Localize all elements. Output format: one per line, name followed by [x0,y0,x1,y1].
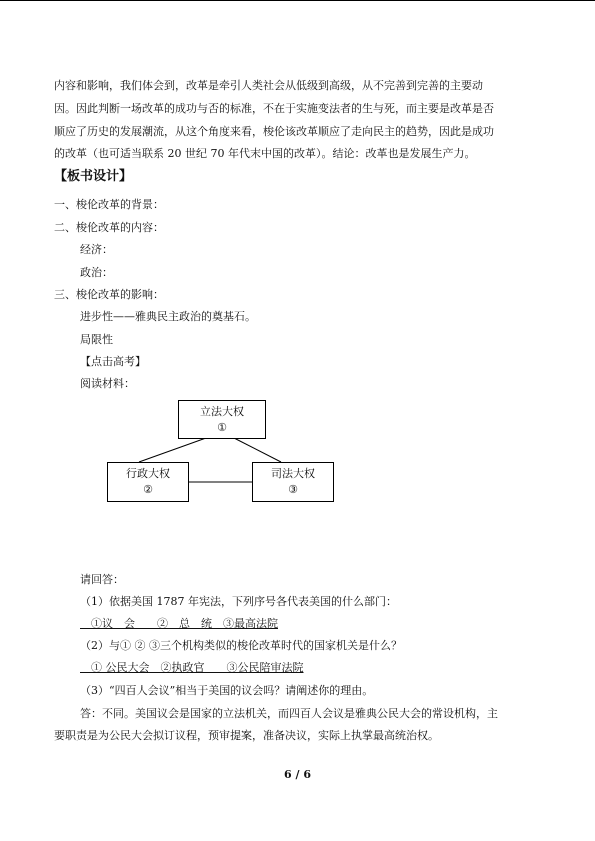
intro-line-1: 内容和影响，我们体会到，改革是牵引人类社会从低级到高级，从不完善到完善的主要动 [54,79,483,92]
design-heading: 【板书设计】 [54,169,133,184]
question-1: （1）依据美国 1787 年宪法，下列序号各代表美国的什么部门： [80,595,397,608]
exam-heading: 【点击高考】 [80,355,146,368]
design-item-2: 二、梭伦改革的内容： [54,221,164,234]
executive-label: 行政大权 [126,467,170,480]
design-item-2b: 政治： [80,266,113,279]
design-item-3a: 进步性——雅典民主政治的奠基石。 [80,310,256,323]
diagram-box-executive [107,462,189,502]
page-number: 6 / 6 [284,768,311,781]
answer-3-line-2: 要职责是为公民大会拟订议程，预审提案，准备决议，实际上执掌最高统治权。 [54,729,439,742]
connector-top-left [139,438,206,462]
legislative-label: 立法大权 [200,405,244,418]
diagram-box-legislative [178,400,266,439]
design-item-1: 一、梭伦改革的背景： [54,198,164,211]
judicial-label: 司法大权 [271,467,315,480]
answer-1: ①议 会 ② 总 统 ③最高法院 [80,617,278,630]
design-item-3b: 局限性 [80,333,113,346]
design-item-2a: 经济： [80,243,113,256]
reading-label: 阅读材料： [80,377,135,390]
answer-2: ① 公民大会 ②执政官 ③公民陪审法院 [80,661,304,674]
intro-line-2: 因。因此判断一场改革的成功与否的标准，不在于实施变法者的生与死，而主要是改革是否 [54,102,494,115]
connector-top-right [234,438,281,462]
executive-number: ② [143,483,153,496]
answer-3-line-1: 答：不同。美国议会是国家的立法机关，而四百人会议是雅典公民大会的常设机构，主 [80,707,498,720]
legislative-number: ① [217,421,227,434]
judicial-number: ③ [288,483,298,496]
intro-line-3: 顺应了历史的发展潮流，从这个角度来看，梭伦该改革顺应了走向民主的趋势，因此是成功 [54,125,494,138]
diagram-box-judicial [252,462,334,502]
questions-prompt: 请回答： [80,573,124,586]
question-2: （2）与① ② ③三个机构类似的梭伦改革时代的国家机关是什么？ [80,639,402,652]
design-item-3: 三、梭伦改革的影响： [54,288,164,301]
question-3: （3）“四百人会议”相当于美国的议会吗？请阐述你的理由。 [80,684,374,697]
intro-line-4: 的改革（也可适当联系 20 世纪 70 年代末中国的改革）。结论：改革也是发展生产力。 [54,147,476,160]
